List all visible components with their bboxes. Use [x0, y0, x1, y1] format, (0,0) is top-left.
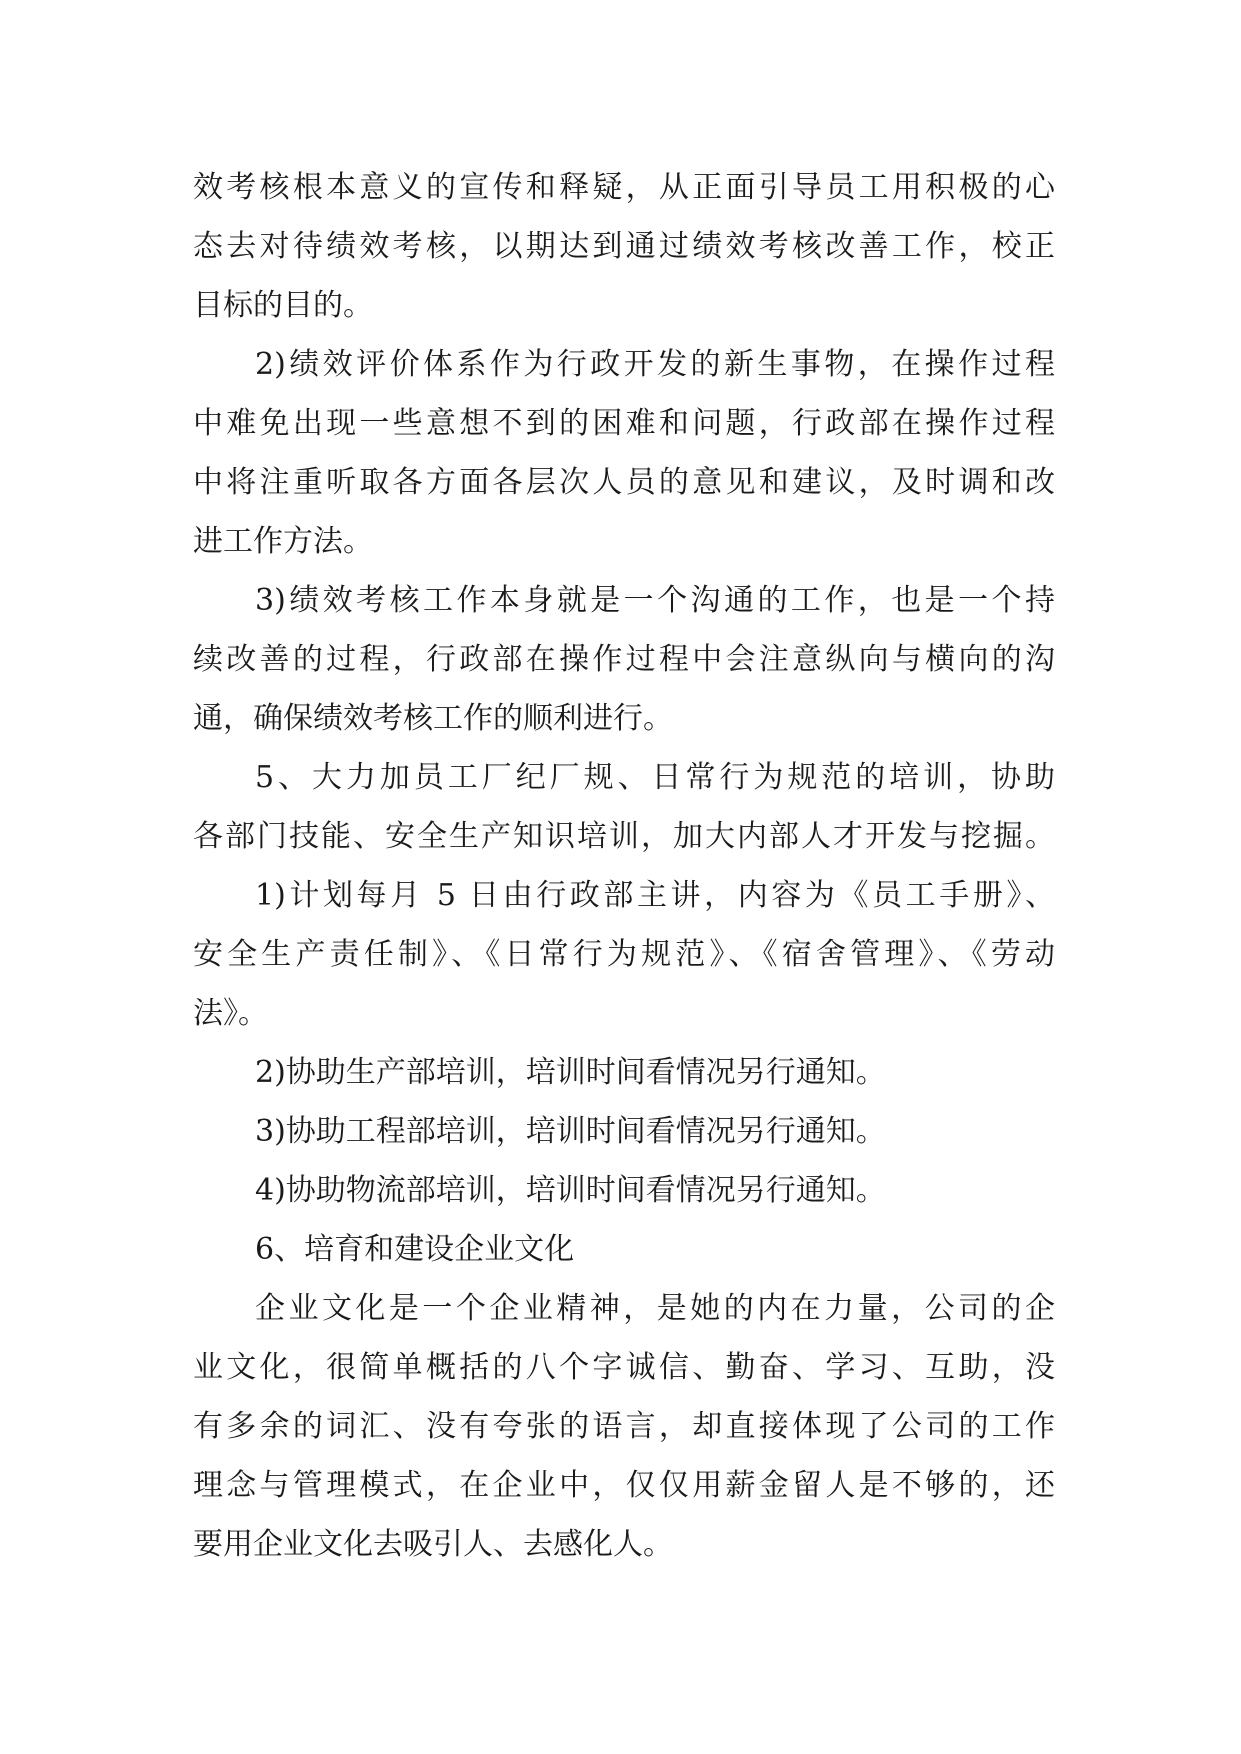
list-item-line: 2)协助生产部培训，培训时间看情况另行通知。	[255, 1055, 886, 1090]
body-text-line: 理念与管理模式，在企业中，仅仅用薪金留人是不够的，还	[193, 1468, 1055, 1503]
body-text-line: 续改善的过程，行政部在操作过程中会注意纵向与横向的沟	[193, 642, 1055, 677]
section-heading-line: 5、大力加员工厂纪厂规、日常行为规范的培训，协助	[255, 760, 1055, 795]
body-text-line: 中将注重听取各方面各层次人员的意见和建议，及时调和改	[193, 465, 1055, 500]
body-text-line: 有多余的词汇、没有夸张的语言，却直接体现了公司的工作	[193, 1409, 1055, 1444]
list-item-line: 1)计划每月 5 日由行政部主讲，内容为《员工手册》、	[255, 878, 1055, 913]
body-text-line: 企业文化是一个企业精神，是她的内在力量，公司的企	[255, 1291, 1055, 1326]
body-text-line: 效考核根本意义的宣传和释疑，从正面引导员工用积极的心	[193, 170, 1055, 205]
body-text-line: 中难免出现一些意想不到的困难和问题，行政部在操作过程	[193, 406, 1055, 441]
body-text-line: 进工作方法。	[193, 524, 373, 559]
body-text-line: 目标的目的。	[193, 288, 373, 323]
body-text-line: 业文化，很简单概括的八个字诚信、勤奋、学习、互助，没	[193, 1350, 1055, 1385]
body-text-line: 态去对待绩效考核，以期达到通过绩效考核改善工作，校正	[193, 229, 1055, 264]
body-text-line: 安全生产责任制》、《日常行为规范》、《宿舍管理》、《劳动	[193, 937, 1055, 972]
list-item-line: 3)协助工程部培训，培训时间看情况另行通知。	[255, 1114, 886, 1149]
body-text-line: 要用企业文化去吸引人、去感化人。	[193, 1527, 673, 1562]
section-heading-line: 6、培育和建设企业文化	[255, 1232, 575, 1267]
body-text-line: 通，确保绩效考核工作的顺利进行。	[193, 701, 673, 736]
list-item-line: 3)绩效考核工作本身就是一个沟通的工作，也是一个持	[255, 583, 1055, 618]
list-item-line: 4)协助物流部培训，培训时间看情况另行通知。	[255, 1173, 886, 1208]
body-text-line: 法》。	[193, 996, 268, 1031]
list-item-line: 2)绩效评价体系作为行政开发的新生事物，在操作过程	[255, 347, 1055, 382]
body-text-line: 各部门技能、安全生产知识培训，加大内部人才开发与挖掘。	[193, 819, 1055, 854]
